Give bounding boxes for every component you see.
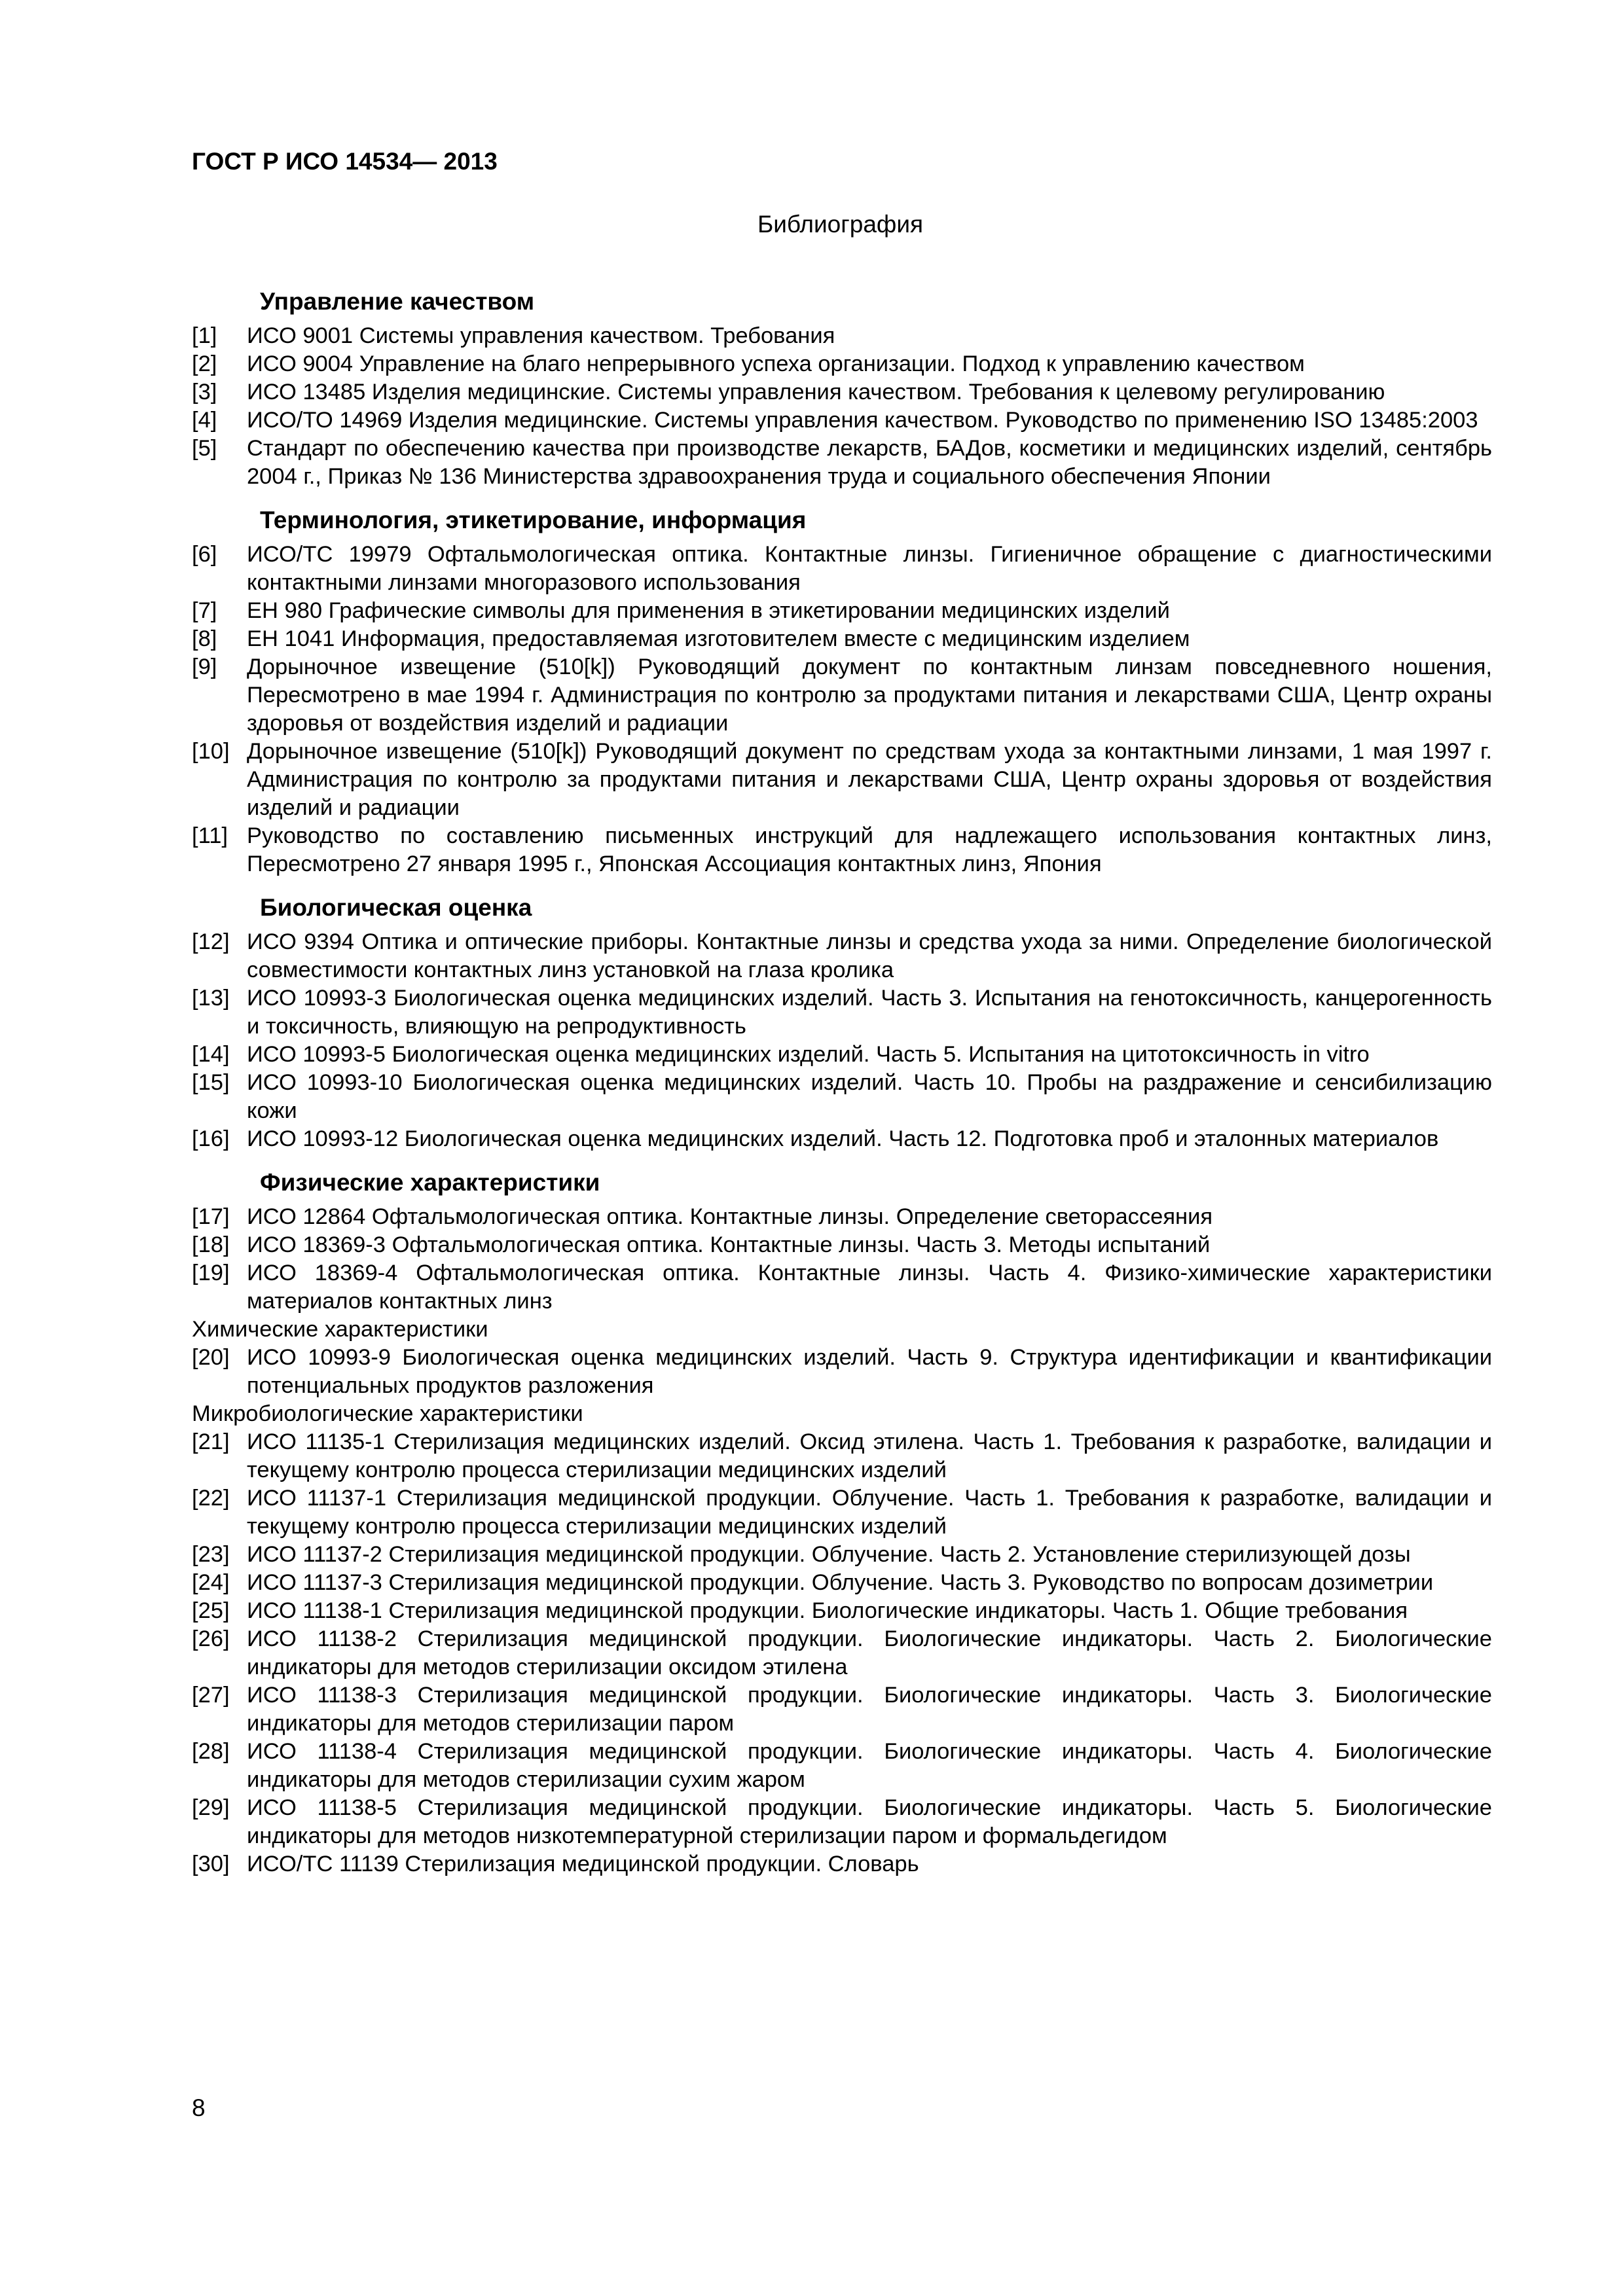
reference-text: ИСО 10993-10 Биологическая оценка медицинских изделий. Часть 10. Пробы на раздражение и сенсибилизацию кожи (247, 1070, 1492, 1123)
reference-item (192, 1231, 1492, 1259)
reference-text: ИСО 12864 Офтальмологическая оптика. Контактные линзы. Определение светорассеяния (247, 1204, 1213, 1229)
reference-item (192, 1259, 1492, 1316)
reference-text: ИСО/ТО 14969 Изделия медицинские. Системы управления качеством. Руководство по применению ISO 13485:2003 (247, 408, 1478, 433)
reference-text: ИСО 13485 Изделия медицинские. Системы управления качеством. Требования к целевому регулированию (247, 380, 1385, 404)
reference-text: ИСО 10993-3 Биологическая оценка медицинских изделий. Часть 3. Испытания на генотоксичность, канцерогенность и токсичность, влияющую на репродуктивность (247, 986, 1492, 1039)
reference-number: [14] (192, 1042, 230, 1067)
reference-item (192, 928, 1492, 984)
reference-number: [24] (192, 1570, 230, 1595)
reference-number: [13] (192, 986, 230, 1011)
reference-text: ИСО/ТС 11139 Стерилизация медицинской продукции. Словарь (247, 1852, 919, 1876)
reference-item (192, 738, 1492, 822)
reference-text: Стандарт по обеспечению качества при производстве лекарств, БАДов, косметики и медицинских изделий, сентябрь 2004 г., Приказ № 136 Министерства здравоохранения труда и социального обеспечения Японии (247, 436, 1492, 489)
reference-text: ИСО 18369-3 Офтальмологическая оптика. Контактные линзы. Часть 3. Методы испытаний (247, 1232, 1211, 1257)
reference-item (192, 1597, 1492, 1625)
reference-text: ЕН 980 Графические символы для применения в этикетировании медицинских изделий (247, 598, 1170, 623)
reference-text: ИСО 10993-5 Биологическая оценка медицинских изделий. Часть 5. Испытания на цитотоксичность in vitro (247, 1042, 1370, 1067)
reference-number: [7] (192, 598, 217, 623)
reference-item (192, 350, 1492, 378)
reference-item (192, 435, 1492, 491)
reference-item (192, 1681, 1492, 1738)
reference-item (192, 1541, 1492, 1569)
reference-item (192, 541, 1492, 597)
section-heading: Терминология, этикетирование, информация (260, 507, 807, 533)
section-heading: Микробиологические характеристики (192, 1401, 583, 1426)
reference-text: ИСО 11137-1 Стерилизация медицинской продукции. Облучение. Часть 1. Требования к разработке, валидации и текущему контролю процесса стерилизации медицинских изделий (247, 1486, 1492, 1539)
reference-item (192, 1125, 1492, 1153)
reference-number: [26] (192, 1626, 230, 1651)
reference-number: [21] (192, 1429, 230, 1454)
reference-number: [1] (192, 323, 217, 348)
reference-number: [19] (192, 1261, 230, 1285)
reference-text: ИСО 9001 Системы управления качеством. Требования (247, 323, 835, 348)
reference-item (192, 1850, 1492, 1878)
reference-text: ИСО/ТС 19979 Офтальмологическая оптика. Контактные линзы. Гигиеничное обращение с диагностическими контактными линзами многоразового использования (247, 542, 1492, 595)
reference-text: ИСО 11138-2 Стерилизация медицинской продукции. Биологические индикаторы. Часть 2. Биологические индикаторы для методов стерилизации оксидом этилена (247, 1626, 1492, 1679)
page-title: Библиография (757, 211, 924, 238)
reference-number: [20] (192, 1345, 230, 1370)
reference-item (192, 1484, 1492, 1541)
reference-item (192, 1344, 1492, 1400)
reference-item (192, 1203, 1492, 1231)
reference-item (192, 597, 1492, 625)
reference-text: ИСО 10993-12 Биологическая оценка медицинских изделий. Часть 12. Подготовка проб и эталонных материалов (247, 1126, 1439, 1151)
reference-number: [30] (192, 1852, 230, 1876)
reference-text: ИСО 11138-5 Стерилизация медицинской продукции. Биологические индикаторы. Часть 5. Биологические индикаторы для методов низкотемпературной стерилизации паром и формальдегидом (247, 1795, 1492, 1848)
reference-item (192, 822, 1492, 878)
reference-number: [2] (192, 351, 217, 376)
reference-number: [29] (192, 1795, 230, 1820)
page-number: 8 (192, 2094, 206, 2121)
reference-number: [22] (192, 1486, 230, 1511)
document-standard-id: ГОСТ Р ИСО 14534— 2013 (192, 148, 498, 175)
reference-item (192, 653, 1492, 738)
reference-number: [3] (192, 380, 217, 404)
reference-number: [12] (192, 929, 230, 954)
section-heading: Химические характеристики (192, 1317, 488, 1342)
reference-number: [6] (192, 542, 217, 567)
reference-number: [18] (192, 1232, 230, 1257)
reference-number: [25] (192, 1598, 230, 1623)
reference-item (192, 1794, 1492, 1850)
reference-number: [10] (192, 739, 230, 764)
reference-text: Дорыночное извещение (510[k]) Руководящий документ по средствам ухода за контактными линзами, 1 мая 1997 г. Администрация по контролю за продуктами питания и лекарствами США, Центр охраны здоровья от воздействия изделий и радиации (247, 739, 1492, 820)
reference-item (192, 1738, 1492, 1794)
reference-text: ЕН 1041 Информация, предоставляемая изготовителем вместе с медицинским изделием (247, 626, 1190, 651)
reference-text: ИСО 11137-2 Стерилизация медицинской продукции. Облучение. Часть 2. Установление стерилизующей дозы (247, 1542, 1411, 1567)
reference-item (192, 1428, 1492, 1484)
reference-number: [9] (192, 655, 217, 679)
reference-number: [11] (192, 823, 228, 848)
reference-number: [5] (192, 436, 217, 461)
reference-text: ИСО 9004 Управление на благо непрерывного успеха организации. Подход к управлению качеством (247, 351, 1305, 376)
reference-item (192, 1625, 1492, 1681)
reference-text: ИСО 11135-1 Стерилизация медицинских изделий. Оксид этилена. Часть 1. Требования к разработке, валидации и текущему контролю процесса стерилизации медицинских изделий (247, 1429, 1492, 1482)
reference-text: ИСО 11137-3 Стерилизация медицинской продукции. Облучение. Часть 3. Руководство по вопросам дозиметрии (247, 1570, 1434, 1595)
reference-item (192, 322, 1492, 350)
section-heading: Управление качеством (260, 288, 535, 315)
reference-text: ИСО 10993-9 Биологическая оценка медицинских изделий. Часть 9. Структура идентификации и квантификации потенциальных продуктов разложения (247, 1345, 1492, 1398)
reference-number: [4] (192, 408, 217, 433)
reference-text: Дорыночное извещение (510[k]) Руководящий документ по контактным линзам повседневного ношения, Пересмотрено в мае 1994 г. Администрация по контролю за продуктами питания и лекарствами США, Центр охраны здоровья от воздействия изделий и радиации (247, 655, 1492, 736)
reference-item (192, 984, 1492, 1041)
reference-item (192, 406, 1492, 435)
reference-item (192, 1041, 1492, 1069)
reference-text: ИСО 9394 Оптика и оптические приборы. Контактные линзы и средства ухода за ними. Определение биологической совместимости контактных линз установкой на глаза кролика (247, 929, 1492, 982)
reference-number: [15] (192, 1070, 230, 1095)
bibliography-list (192, 287, 1492, 1878)
reference-text: ИСО 11138-4 Стерилизация медицинской продукции. Биологические индикаторы. Часть 4. Биологические индикаторы для методов стерилизации сухим жаром (247, 1739, 1492, 1792)
reference-text: ИСО 11138-1 Стерилизация медицинской продукции. Биологические индикаторы. Часть 1. Общие требования (247, 1598, 1408, 1623)
reference-item (192, 625, 1492, 653)
reference-text: ИСО 11138-3 Стерилизация медицинской продукции. Биологические индикаторы. Часть 3. Биологические индикаторы для методов стерилизации паром (247, 1683, 1492, 1736)
reference-number: [16] (192, 1126, 230, 1151)
reference-number: [27] (192, 1683, 230, 1708)
reference-number: [28] (192, 1739, 230, 1764)
section-heading: Физические характеристики (260, 1169, 600, 1196)
reference-number: [8] (192, 626, 217, 651)
reference-text: Руководство по составлению письменных инструкций для надлежащего использования контактных линз, Пересмотрено 27 января 1995 г., Японская Ассоциация контактных линз, Япония (247, 823, 1492, 876)
reference-item (192, 1069, 1492, 1125)
reference-item (192, 1569, 1492, 1597)
reference-number: [23] (192, 1542, 230, 1567)
section-heading: Биологическая оценка (260, 894, 532, 921)
reference-item (192, 378, 1492, 406)
reference-number: [17] (192, 1204, 230, 1229)
reference-text: ИСО 18369-4 Офтальмологическая оптика. Контактные линзы. Часть 4. Физико-химические характеристики материалов контактных линз (247, 1261, 1492, 1314)
